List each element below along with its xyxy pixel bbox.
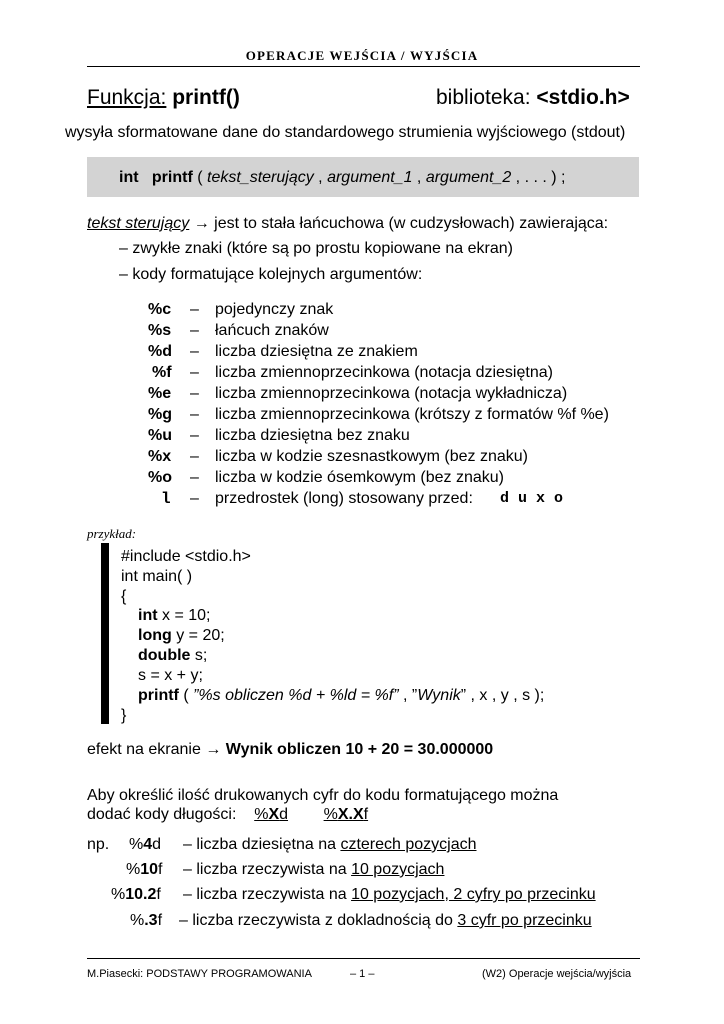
proto-open: (: [197, 169, 203, 186]
proto-arg1: argument_1: [327, 169, 413, 186]
running-header: OPERACJE WEJŚCIA / WYJŚCIA: [245, 48, 479, 63]
code-line: [138, 647, 207, 665]
format-desc: przedrostek (long) stosowany przed:: [215, 490, 473, 507]
code-format-string: ”%s obliczen %d + %ld = %f”: [193, 687, 399, 704]
width-note-text: dodać kody długości:: [87, 806, 237, 823]
function-label: Funkcja:: [87, 86, 167, 109]
library-name: <stdio.h>: [536, 86, 630, 109]
format-desc: łańcuch znaków: [215, 322, 329, 339]
format-dash: –: [190, 427, 199, 444]
format-desc: liczba w kodzie szesnastkowym (bez znaku): [215, 448, 529, 465]
code-line: [138, 607, 210, 625]
width-example-desc: – liczba rzeczywista na 10 pozycjach: [183, 861, 445, 878]
format-desc: liczba dziesiętna ze znakiem: [215, 343, 418, 360]
width-example: %10f: [126, 861, 163, 878]
arrow-icon: →: [193, 215, 210, 232]
width-example-prefix: np.: [87, 836, 110, 853]
format-desc: liczba zmiennoprzecinkowa (notacja wykładnicza): [215, 385, 568, 402]
width-example-desc: – liczba rzeczywista z dokladnością do 3 cyfr po przecinku: [179, 912, 592, 929]
format-code: %e: [148, 385, 172, 402]
library-label: biblioteka:: [436, 86, 531, 109]
page-number: – 1 –: [350, 968, 375, 980]
code-line: s = x + y;: [138, 667, 203, 684]
proto-name: printf: [151, 169, 193, 186]
code-text: ” , x , y , s );: [460, 687, 545, 704]
function-description: wysyła sformatowane dane do standardowego strumienia wyjściowego (stdout): [65, 124, 626, 141]
prototype-line: [119, 169, 565, 187]
proto-rest: , . . . ) ;: [515, 169, 566, 186]
format-dash: –: [190, 343, 199, 360]
control-text-term: tekst sterujący: [87, 215, 190, 232]
code-text: x = 10;: [157, 607, 211, 624]
code-block-bar: [101, 543, 109, 724]
width-code-x: %Xd: [254, 806, 289, 823]
format-code: %o: [148, 469, 172, 486]
format-dash: –: [190, 406, 199, 423]
format-dash: –: [190, 448, 199, 465]
proto-arg0: tekst_sterujący: [207, 169, 314, 186]
code-string: Wynik: [417, 687, 461, 704]
proto-sep1: ,: [318, 169, 323, 186]
code-line: #include <stdio.h>: [121, 548, 251, 565]
code-text: y = 20;: [171, 627, 225, 644]
width-example-desc: – liczba rzeczywista na 10 pozycjach, 2 cyfry po przecinku: [183, 886, 596, 903]
code-keyword: printf: [138, 687, 179, 704]
example-label: przykład:: [87, 526, 137, 541]
width-example: %.3f: [130, 912, 163, 929]
code-keyword: int: [138, 607, 158, 624]
format-desc: liczba w kodzie ósemkowym (bez znaku): [215, 469, 504, 486]
footer-rule: [87, 958, 640, 959]
format-code: %f: [152, 364, 172, 381]
effect-label: efekt na ekranie: [87, 741, 201, 758]
control-text-definition: [87, 215, 608, 233]
footer-left: M.Piasecki: PODSTAWY PROGRAMOWANIA: [87, 968, 312, 980]
format-dash: –: [190, 385, 199, 402]
code-line: [138, 687, 544, 705]
control-item: – kody formatujące kolejnych argumentów:: [119, 266, 423, 283]
format-desc: liczba zmiennoprzecinkowa (krótszy z formatów %f %e): [215, 406, 609, 423]
code-keyword: long: [138, 627, 172, 644]
header-rule: [87, 66, 640, 67]
screen-effect: [87, 741, 493, 759]
format-dash: –: [190, 301, 199, 318]
code-line: [138, 627, 225, 645]
function-name: printf(): [172, 86, 240, 109]
code-text: s;: [190, 647, 208, 664]
format-code: %c: [148, 301, 172, 318]
width-example: %10.2f: [111, 886, 161, 903]
footer-right: (W2) Operacje wejścia/wyjścia: [482, 968, 632, 980]
width-note-line: Aby określić ilość drukowanych cyfr do kodu formatującego można: [87, 787, 559, 804]
format-code: %d: [148, 343, 172, 360]
code-keyword: double: [138, 647, 191, 664]
format-dash: –: [190, 322, 199, 339]
width-example-desc: – liczba dziesiętna na czterech pozycjach: [183, 836, 477, 853]
format-dash: –: [190, 469, 199, 486]
format-desc: liczba zmiennoprzecinkowa (notacja dziesiętna): [215, 364, 553, 381]
format-dash: –: [190, 490, 199, 507]
long-modifier-targets: d u x o: [500, 490, 564, 507]
format-code: %x: [148, 448, 172, 465]
width-code-xx: %X.Xf: [323, 806, 369, 823]
format-dash: –: [190, 364, 199, 381]
library-title: [436, 86, 630, 110]
format-code: %s: [148, 322, 172, 339]
width-example: %4d: [129, 836, 162, 853]
format-desc: pojedynczy znak: [215, 301, 334, 318]
proto-int: int: [119, 169, 139, 186]
function-title: [87, 86, 240, 110]
control-item: – zwykłe znaki (które są po prostu kopiowane na ekran): [119, 240, 513, 257]
code-text: , ”: [398, 687, 418, 704]
proto-arg2: argument_2: [425, 169, 512, 186]
code-line: }: [121, 707, 127, 724]
code-text: (: [178, 687, 194, 704]
proto-sep2: ,: [416, 169, 422, 186]
width-note-line: [87, 806, 368, 824]
control-text-desc: jest to stała łańcuchowa (w cudzysłowach) zawierająca:: [214, 215, 609, 232]
arrow-icon: →: [205, 741, 222, 758]
format-code: %g: [148, 406, 172, 423]
format-code: l: [161, 490, 171, 508]
effect-output: Wynik obliczen 10 + 20 = 30.000000: [225, 741, 494, 758]
format-desc: liczba dziesiętna bez znaku: [215, 427, 410, 444]
format-code: %u: [148, 427, 172, 444]
code-line: int main( ): [121, 568, 193, 585]
code-line: {: [121, 588, 127, 605]
